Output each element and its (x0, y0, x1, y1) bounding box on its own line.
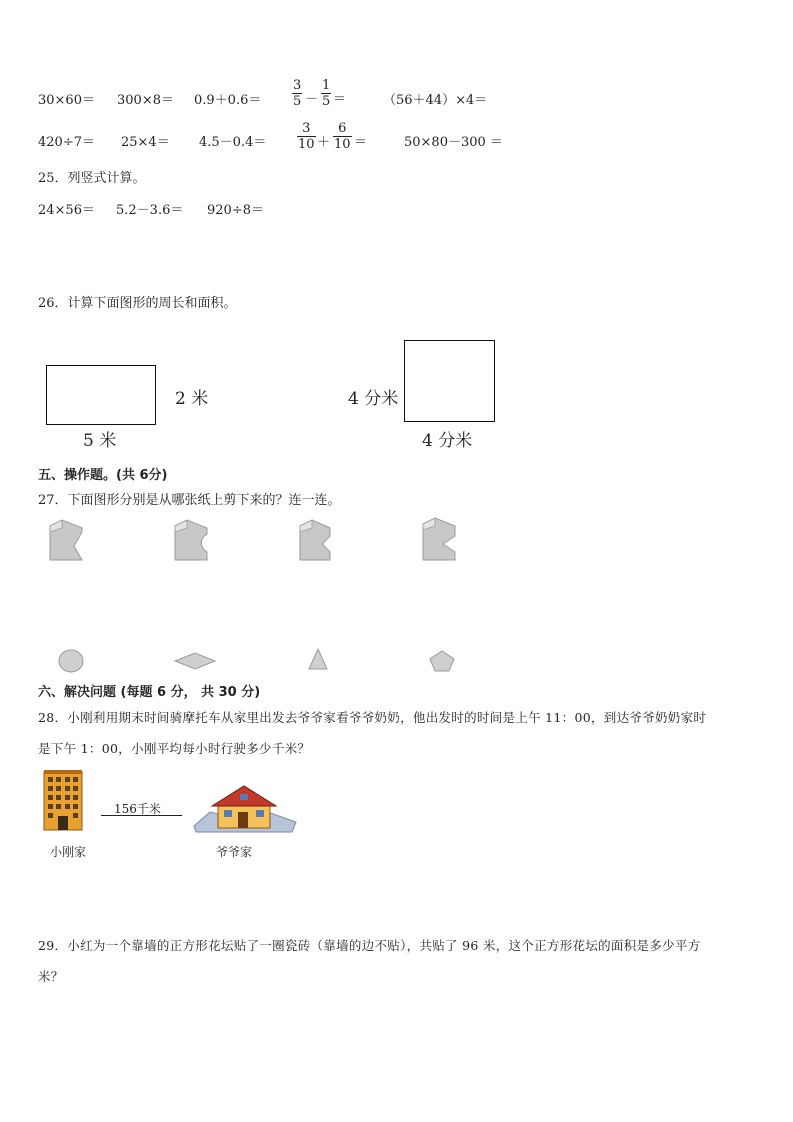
fraction-numerator: 1 (322, 78, 331, 93)
q29-line1: 29．小红为一个靠墙的正方形花坛贴了一圈瓷砖（靠墙的边不贴），共贴了 96 米，这个正方形花坛的面积是多少平方 (38, 938, 701, 953)
folded-paper-4-icon (421, 516, 457, 562)
grandpa-house-icon (192, 782, 298, 834)
q25-item2: 5.2－3.6＝ (116, 203, 184, 218)
fraction-numerator: 6 (338, 121, 347, 136)
fraction-numerator: 3 (302, 121, 311, 136)
oral-calc-row2-item2: 25×4＝ (121, 135, 170, 150)
section-6-title: 六、解决问题 (每题 6 分， 共 30 分) (38, 685, 261, 700)
section-5-title: 五、操作题。(共 6分) (38, 468, 168, 483)
square-figure (404, 340, 495, 422)
q26-title: 26．计算下面图形的周长和面积。 (38, 296, 237, 311)
distance-label: 156千米 (114, 802, 161, 816)
fraction-equals: ＝ (354, 135, 368, 150)
oral-calc-row1-item1: 30×60＝ (38, 93, 95, 108)
q28-line1: 28．小刚利用期末时间骑摩托车从家里出发去爷爷家看爷爷奶奶，他出发时的时间是上午 11：00，到达爷爷奶奶家时 (38, 710, 707, 725)
folded-paper-1-icon (48, 518, 84, 562)
q25-item1: 24×56＝ (38, 203, 95, 218)
fraction-operator: － (305, 92, 319, 107)
fraction-denominator: 5 (322, 94, 331, 109)
rectangle-height-label: 2 米 (175, 389, 209, 409)
q28-line2: 是下午 1：00，小刚平均每小时行驶多少千米？ (38, 741, 311, 756)
square-side-label-left: 4 分米 (348, 389, 399, 409)
home-caption: 小刚家 (50, 845, 87, 859)
circle-shape-icon (57, 648, 85, 674)
fraction-equals: ＝ (333, 92, 347, 107)
square-side-label-bottom: 4 分米 (422, 431, 473, 451)
oral-calc-row1-item2: 300×8＝ (117, 93, 174, 108)
grandpa-home-caption: 爷爷家 (216, 845, 253, 859)
distance-line (101, 815, 182, 816)
folded-paper-3-icon (298, 518, 334, 562)
triangle-shape-icon (308, 648, 328, 670)
rectangle-width-label: 5 米 (83, 431, 117, 451)
oral-calc-row2-item3: 4.5－0.4＝ (199, 135, 267, 150)
q25-title: 25．列竖式计算。 (38, 171, 146, 186)
fraction-3-10 (297, 121, 316, 152)
rectangle-figure (46, 365, 156, 425)
oral-calc-row1-item3: 0.9＋0.6＝ (194, 93, 262, 108)
fraction-denominator: 10 (334, 137, 351, 152)
q29-line2: 米？ (38, 969, 64, 984)
fraction-3-5 (292, 78, 302, 109)
oral-calc-row2-item4: 50×80－300 ＝ (404, 135, 503, 150)
folded-paper-2-icon (173, 518, 211, 562)
fraction-denominator: 10 (298, 137, 315, 152)
oral-calc-row2-item1: 420÷7＝ (38, 135, 95, 150)
oral-calc-row1-item4: （56＋44）×4＝ (383, 93, 488, 108)
apartment-building-icon (42, 768, 84, 832)
pentagon-shape-icon (429, 650, 455, 672)
fraction-operator: ＋ (317, 135, 331, 150)
rhombus-shape-icon (174, 652, 216, 670)
fraction-6-10 (333, 121, 352, 152)
fraction-1-5 (321, 78, 331, 109)
q25-item3: 920÷8＝ (207, 203, 264, 218)
fraction-numerator: 3 (293, 78, 302, 93)
fraction-denominator: 5 (293, 94, 302, 109)
q27-title: 27．下面图形分别是从哪张纸上剪下来的？连一连。 (38, 493, 341, 508)
